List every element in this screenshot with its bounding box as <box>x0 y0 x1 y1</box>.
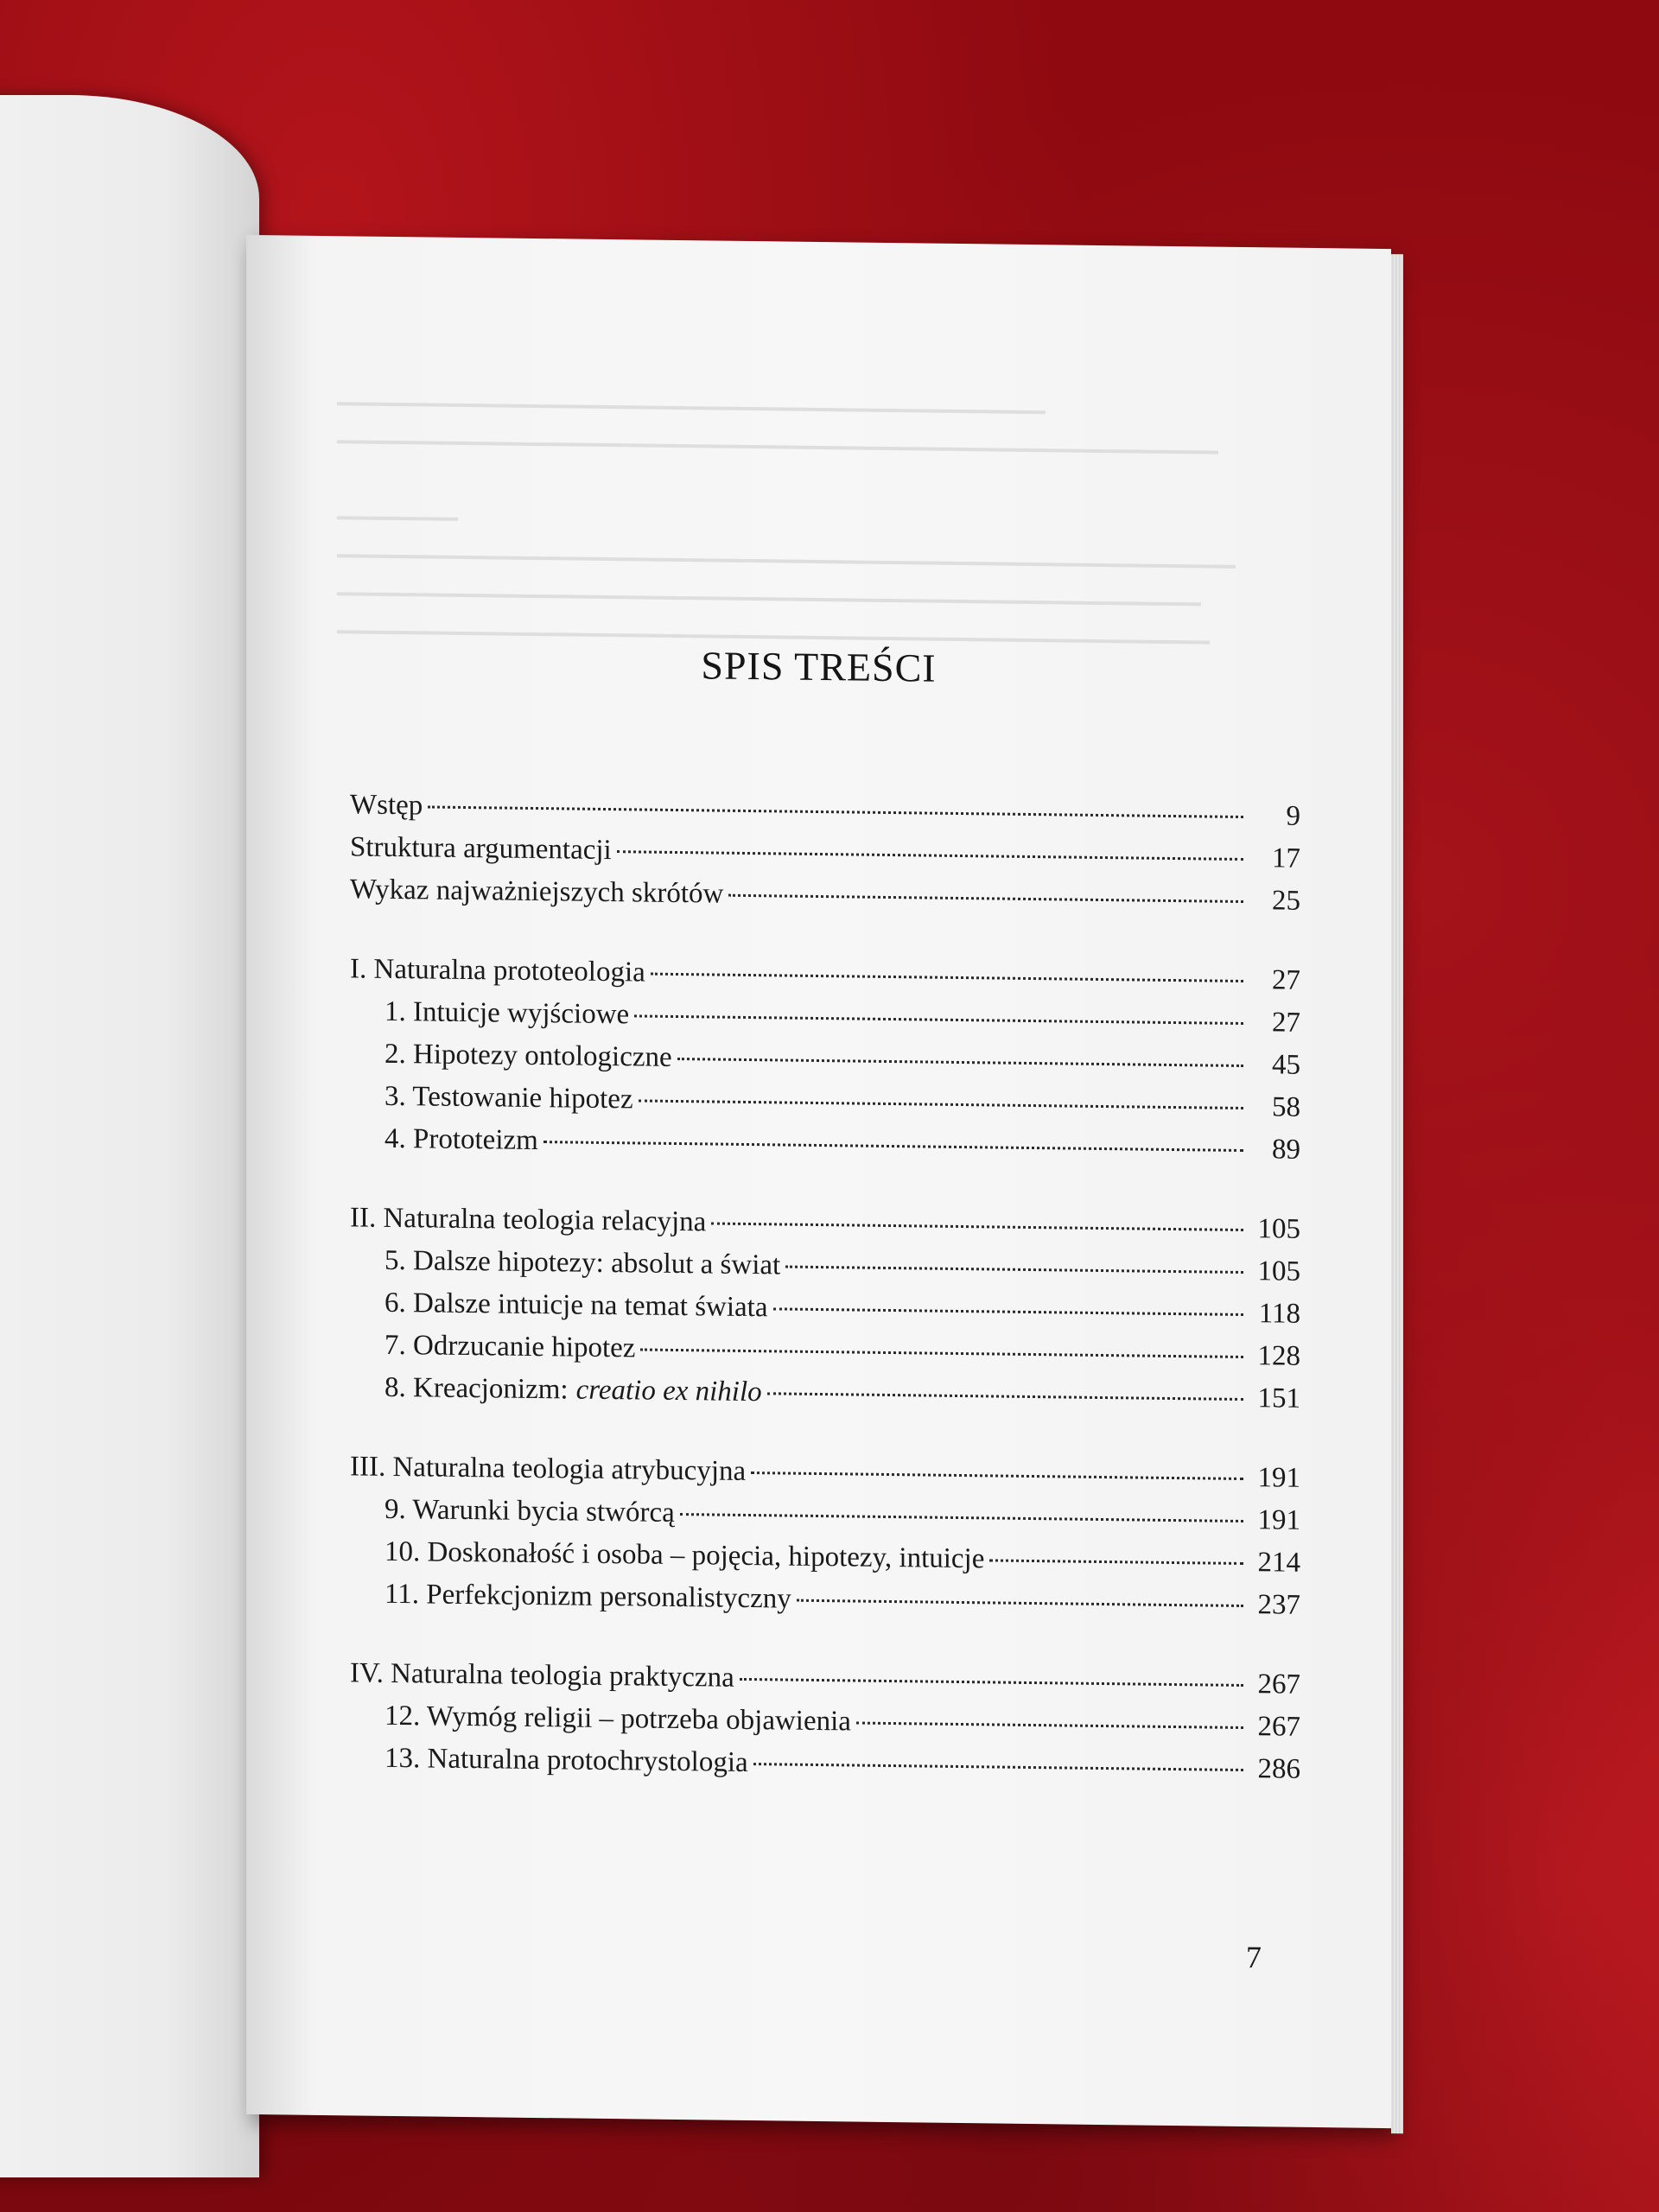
toc-entry-page: 27 <box>1272 964 1300 996</box>
dot-leader <box>428 805 1243 818</box>
dot-leader <box>711 1222 1243 1231</box>
dot-leader <box>640 1348 1243 1358</box>
toc-entry-label: 6. Dalsze intuicje na temat świata <box>385 1287 768 1324</box>
show-through-text <box>337 383 1270 660</box>
dot-leader <box>797 1599 1243 1607</box>
toc-entry-label: 7. Odrzucanie hipotez <box>385 1329 636 1364</box>
dot-leader <box>856 1722 1243 1729</box>
toc-entry-page: 25 <box>1272 885 1300 917</box>
toc-entry-label: 8. Kreacjonizm: <box>385 1371 569 1406</box>
toc-entry-label: 1. Intuicje wyjściowe <box>385 995 630 1031</box>
toc-section <box>350 1202 1300 1425</box>
toc-entry-page: 128 <box>1257 1340 1300 1372</box>
toc-entry-page: 267 <box>1257 1669 1300 1700</box>
toc-entry-label: Wykaz najważniejszych skrótów <box>350 874 724 910</box>
toc-entry-label: IV. Naturalna teologia praktyczna <box>350 1657 734 1694</box>
toc-section <box>350 1451 1300 1631</box>
page-title: SPIS TREŚCI <box>701 643 937 690</box>
table-of-contents <box>350 789 1300 1833</box>
dot-leader <box>740 1678 1243 1687</box>
toc-entry-page: 214 <box>1257 1547 1300 1579</box>
toc-entry-page: 191 <box>1257 1504 1300 1536</box>
toc-entry-page: 89 <box>1272 1134 1300 1166</box>
dot-leader <box>751 1471 1243 1480</box>
toc-entry-label: 10. Doskonałość i osoba – pojęcia, hipotezy, intuicje <box>385 1535 985 1575</box>
toc-entry-label: 2. Hipotezy ontologiczne <box>385 1038 672 1073</box>
toc-entry-label: 11. Perfekcjonizm personalistyczny <box>385 1578 791 1615</box>
dot-leader <box>543 1141 1243 1152</box>
toc-entry-label: 13. Naturalna protochrystologia <box>385 1742 748 1778</box>
toc-entry-label: 5. Dalsze hipotezy: absolut a świat <box>385 1244 781 1281</box>
toc-entry-page: 151 <box>1257 1382 1300 1414</box>
toc-entry-page: 58 <box>1272 1091 1300 1123</box>
dot-leader <box>634 1014 1243 1025</box>
toc-entry-page: 9 <box>1286 800 1300 832</box>
toc-entry-label: III. Naturalna teologia atrybucyjna <box>350 1451 747 1487</box>
toc-section <box>350 789 1300 927</box>
dot-leader <box>617 850 1243 861</box>
toc-entry-page: 45 <box>1272 1049 1300 1081</box>
dot-leader <box>753 1763 1243 1771</box>
toc-entry-page: 105 <box>1257 1255 1300 1287</box>
toc-entry-label: 9. Warunki bycia stwórcą <box>385 1493 675 1529</box>
right-page <box>246 235 1391 2128</box>
toc-entry-label: 12. Wymóg religii – potrzeba objawienia <box>385 1700 851 1738</box>
dot-leader <box>651 973 1243 982</box>
toc-entry-label: Wstęp <box>350 789 423 822</box>
toc-entry-page: 286 <box>1257 1753 1300 1785</box>
toc-entry-page: 118 <box>1258 1298 1300 1330</box>
toc-section <box>350 1657 1300 1796</box>
left-page <box>0 95 259 2177</box>
toc-entry-page: 191 <box>1257 1462 1300 1494</box>
dot-leader <box>767 1392 1243 1401</box>
dot-leader <box>989 1559 1243 1565</box>
toc-entry-page: 27 <box>1272 1007 1300 1039</box>
page-number: 7 <box>1246 1940 1262 1975</box>
dot-leader <box>773 1307 1243 1316</box>
toc-entry-italic: creatio ex nihilo <box>575 1374 762 1408</box>
page-edge <box>1391 254 1403 2133</box>
dot-leader <box>639 1099 1243 1109</box>
toc-entry-page: 267 <box>1257 1711 1300 1743</box>
dot-leader <box>785 1266 1243 1274</box>
dot-leader <box>680 1513 1243 1522</box>
dot-leader <box>677 1058 1243 1067</box>
toc-entry-page: 17 <box>1272 842 1300 874</box>
toc-entry-label: 3. Testowanie hipotez <box>385 1080 633 1116</box>
toc-entry-label: Struktura argumentacji <box>350 831 612 867</box>
toc-entry-page: 105 <box>1257 1213 1300 1245</box>
toc-section <box>350 953 1300 1176</box>
dot-leader <box>728 894 1243 903</box>
toc-entry-label: II. Naturalna teologia relacyjna <box>350 1202 707 1238</box>
toc-entry-label: I. Naturalna prototeologia <box>350 953 645 988</box>
toc-entry-label: 4. Prototeizm <box>385 1122 538 1157</box>
toc-entry-page: 237 <box>1257 1589 1300 1621</box>
